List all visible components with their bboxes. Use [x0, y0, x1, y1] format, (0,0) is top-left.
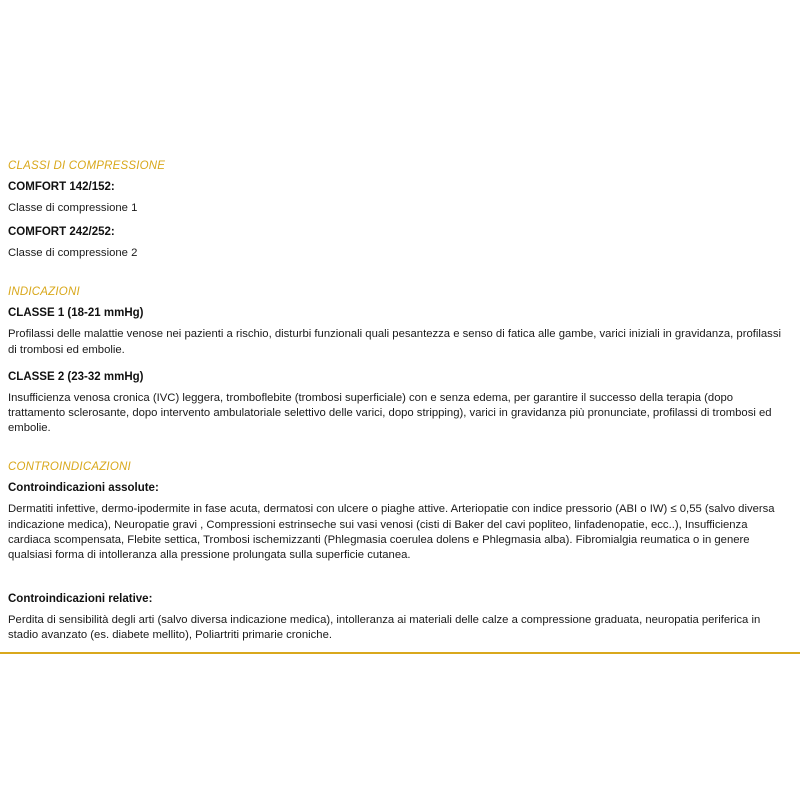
section-controindicazioni [8, 461, 792, 643]
text-controindicazioni-relative: Perdita di sensibilità degli arti (salvo diversa indicazione medica), intolleranza ai materiali delle calze a compressione graduata, neuropatia periferica in stadio avanzato (es. diabete mellito), Poliartriti primarie croniche. [8, 614, 761, 642]
section-heading-classi: CLASSI DI COMPRESSIONE [8, 160, 166, 172]
subsection-spacer [8, 573, 792, 593]
section-spacer-2 [8, 446, 792, 461]
subheading-comfort-242-252: COMFORT 242/252: [8, 226, 115, 239]
section-indicazioni [8, 286, 792, 436]
document-content [8, 160, 792, 654]
text-classe-compressione-2: Classe di compressione 2 [8, 247, 138, 260]
section-heading-controindicazioni: CONTROINDICAZIONI [8, 461, 131, 474]
subheading-comfort-142-152: COMFORT 142/152: [8, 181, 115, 193]
section-spacer-1 [8, 271, 792, 286]
text-classe-compressione-1: Classe di compressione 1 [8, 202, 138, 214]
subheading-controindicazioni-assolute: Controindicazioni assolute: [8, 482, 159, 495]
section-classi-di-compressione [8, 160, 792, 261]
text-indicazioni-classe-2: Insufficienza venosa cronica (IVC) leggera, tromboflebite (trombosi superficiale) con e senza edema, per garantire il successo della terapia (dopo trattamento sclerosante, dopo intervento ambulatoriale selettivo delle varici, dopo stripping), varici in gravidanza più pronunciate, profilassi di trombosi ed embolie. [8, 391, 772, 435]
text-controindicazioni-assolute: Dermatiti infettive, dermo-ipodermite in fase acuta, dermatosi con ulcere o piaghe attive. Arteriopatie con indice pressorio (ABI o IW) ≤ 0,55 (salvo diversa indicazione medica), Neuropatie gravi , Compressioni estrinseche sui vasi venosi (cisti di Baker del cavi popliteo, linfadenopatie, ecc..), Insufficienza cardiaca scompensata, Flebite settica, Trombosi ischemizzanti (Phlegmasia coerulea dolens e Phlegmasia alba). Fibromialgia reumatica o in genere qualsiasi forma di intolleranza alla pressione prolungata sulla superficie cutanea. [8, 503, 775, 562]
subheading-classe-2: CLASSE 2 (23-32 mmHg) [8, 370, 144, 383]
section-heading-indicazioni: INDICAZIONI [8, 286, 80, 299]
subheading-controindicazioni-relative: Controindicazioni relative: [8, 593, 153, 606]
accent-divider-bottom [0, 652, 800, 654]
text-indicazioni-classe-1: Profilassi delle malattie venose nei pazienti a rischio, disturbi funzionali quali pesantezza e senso di fatica alle gambe, varici iniziali in gravidanza, profilassi di trombosi ed embolie. [8, 328, 781, 356]
subheading-classe-1: CLASSE 1 (18-21 mmHg) [8, 307, 144, 320]
